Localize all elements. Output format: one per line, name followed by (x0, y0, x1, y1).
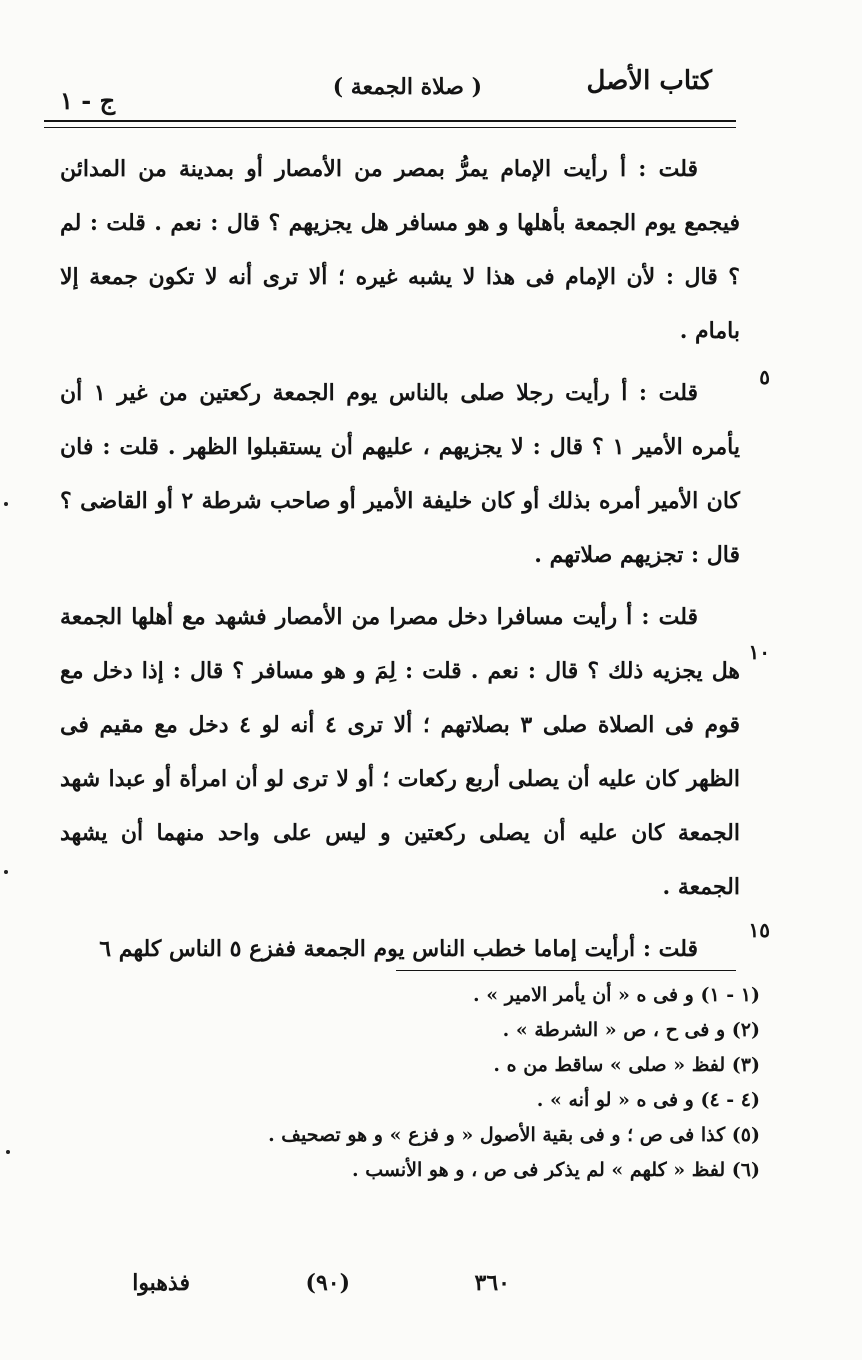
line-number-15: ١٥ (748, 918, 770, 942)
paragraph-1: قلت : أ رأيت الإمام يمرُّ بمصر من الأمصار أو بمدينة من المدائن فيجمع يوم الجمعة بأهلها و هو مسافر هل يجزيهم ؟ قال : نعم . قلت : لم ؟ قال : لأن الإمام فى هذا لا يشبه غيره ؛ ألا ترى أنه لا تكون جمعة إلا بامام . (60, 156, 740, 344)
footnote-6: (٦) لفظ « كلهم » لم يذكر فى ص ، و هو الأنسب . (351, 1159, 760, 1181)
catchword: فذهبوا (132, 1270, 190, 1296)
footnote-rule (396, 970, 736, 971)
scan-speck (4, 870, 8, 874)
footnote-1: (١ - ١) و فى ه « أن يأمر الامير » . (473, 984, 760, 1006)
main-text (60, 142, 740, 984)
footnote-3: (٣) لفظ « صلى » ساقط من ه . (493, 1054, 760, 1076)
scan-speck (4, 502, 8, 506)
header-rule-thick (44, 120, 736, 122)
book-title: كتاب الأصل (586, 66, 712, 96)
volume-number: ج - ١ (60, 86, 116, 115)
signature-mark: (٩٠) (305, 1270, 350, 1296)
line-number-5: ٥ (759, 365, 770, 389)
footnotes (120, 978, 760, 1188)
page-footer (90, 1270, 590, 1310)
footnote-2: (٢) و فى ح ، ص « الشرطة » . (502, 1019, 760, 1041)
page-number: ٣٦٠ (474, 1270, 510, 1296)
paragraph-2: قلت : أ رأيت رجلا صلى بالناس يوم الجمعة ركعتين من غير ١ أن يأمره الأمير ١ ؟ قال : لا يجزيهم ، عليهم أن يستقبلوا الظهر . قلت : فان كان الأمير أمره بذلك أو كان خليفة الأمير أو صاحب شرطة ٢ أو القاضى ؟ قال : تجزيهم صلاتهم . (60, 380, 740, 568)
header-rule-thin (44, 127, 736, 128)
footnote-4: (٤ - ٤) و فى ه « لو أنه » . (536, 1089, 760, 1111)
running-header (40, 62, 832, 122)
scan-speck (6, 1150, 10, 1154)
line-number-10: ١٠ (748, 640, 770, 664)
footnote-5: (٥) كذا فى ص ؛ و فى بقية الأصول « و فزع » و هو تصحيف . (268, 1124, 760, 1146)
chapter-title: ( صلاة الجمعة ) (332, 74, 482, 100)
paragraph-3: قلت : أ رأيت مسافرا دخل مصرا من الأمصار فشهد مع أهلها الجمعة هل يجزيه ذلك ؟ قال : نعم . قلت : لِمَ و هو مسافر ؟ قال : إذا دخل مع قوم فى الصلاة صلى ٣ بصلاتهم ؛ ألا ترى ٤ أنه لو ٤ دخل مع مقيم فى الظهر كان عليه أن يصلى أربع ركعات ؛ أو لا ترى لو أن امرأة أو عبدا شهد الجمعة كان عليه أن يصلى ركعتين و ليس على واحد منهما أن يشهد الجمعة . (60, 604, 741, 900)
paragraph-4: قلت : أرأيت إماما خطب الناس يوم الجمعة ففزع ٥ الناس كلهم ٦ (99, 936, 698, 962)
